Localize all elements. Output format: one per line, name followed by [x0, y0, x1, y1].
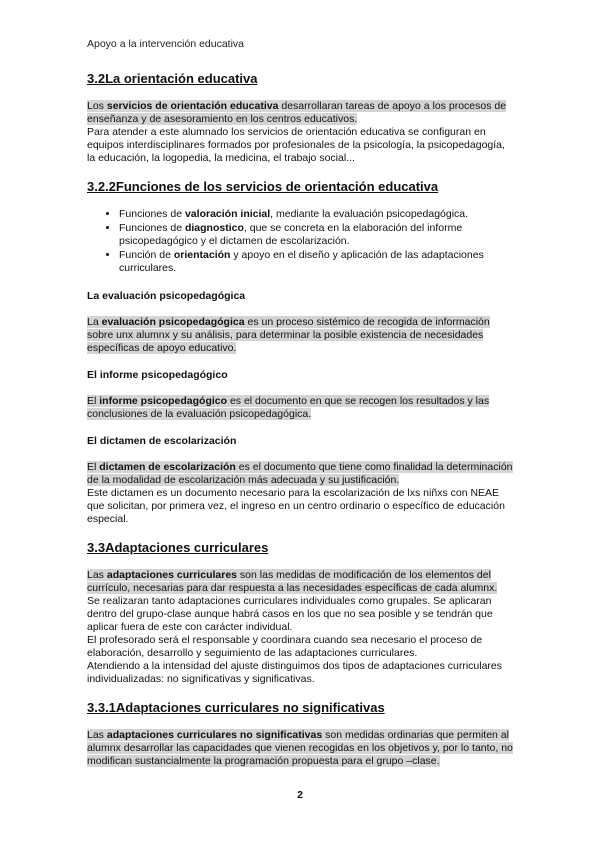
highlighted-text — [87, 461, 513, 486]
subheading-evaluation: La evaluación psicopedagógica — [87, 290, 246, 302]
highlighted-text — [87, 569, 497, 594]
text-run: Las — [87, 569, 107, 581]
functions-list — [87, 208, 515, 275]
subheading-dictamen: El dictamen de escolarización — [87, 435, 237, 447]
text-run: es el documento que tiene como finalidad la determinación de la modalidad de escolarización más adecuada y su justificación. — [87, 461, 513, 486]
text-run: Función de — [119, 249, 174, 261]
text-run: El — [87, 395, 100, 407]
paragraph-interdisciplinary: Para atender a este alumnado los servicios de orientación educativa se configuran en equipos interdisciplinares formados por profesionales de la psicología, la psicopedagogía, la educación, la logopedia, la medicina, el trabajo social... — [87, 126, 505, 164]
list-item — [119, 222, 515, 248]
bold-term: adaptaciones curriculares — [106, 569, 238, 581]
report-body — [87, 395, 515, 421]
list-item — [119, 208, 515, 221]
highlighted-text — [87, 395, 489, 420]
bold-term: evaluación psicopedagógica — [101, 316, 245, 328]
heading-3-2: 3.2La orientación educativa — [87, 71, 258, 86]
paragraph-orientation-services — [87, 100, 515, 126]
evaluation-body — [87, 316, 515, 355]
text-run: son las medidas de modificación de los elementos del currículo, necesarias para dar respuesta a las necesidades específicas de cada alumnx. — [87, 569, 498, 594]
highlighted-text — [87, 729, 513, 767]
text-run: Funciones de — [119, 208, 185, 220]
page-content — [87, 70, 515, 781]
bold-term: diagnostico — [184, 222, 244, 234]
paragraph-dictamen-definition — [87, 461, 515, 487]
subheading-report: El informe psicopedagógico — [87, 369, 228, 381]
heading-3-3: 3.3Adaptaciones curriculares — [87, 540, 269, 555]
bold-term: informe psicopedagógico — [99, 395, 228, 407]
text-run: , mediante la evaluación psicopedagógica. — [270, 208, 469, 220]
bold-term: servicios de orientación educativa — [106, 100, 279, 112]
text-run: es el documento en que se recogen los resultados y las conclusiones de la evaluación psicopedagógica. — [87, 395, 490, 420]
dictamen-body — [87, 461, 515, 526]
paragraph-report — [87, 395, 515, 421]
paragraph-non-significant — [87, 729, 515, 768]
highlighted-text — [87, 100, 506, 125]
bold-term: valoración inicial — [184, 208, 271, 220]
page-number: 2 — [297, 789, 303, 801]
paragraph-intensity: Atendiendo a la intensidad del ajuste distinguimos dos tipos de adaptaciones curriculares individualizadas: no significativas y significativas. — [87, 660, 503, 685]
bold-term: orientación — [173, 249, 231, 261]
running-header: Apoyo a la intervención educativa — [87, 38, 245, 50]
section-3-3-body — [87, 569, 515, 686]
paragraph-teachers-role: El profesorado será el responsable y coordinara cuando sea necesario el proceso de elaboración, desarrollo y seguimiento de las adaptaciones curriculares. — [87, 634, 483, 659]
text-run: Funciones de — [119, 222, 185, 234]
bold-term: dictamen de escolarización — [99, 461, 236, 473]
text-run: desarrollaran tareas de apoyo a los procesos de enseñanza y de asesoramiento en los centros educativos. — [87, 100, 507, 125]
section-3-2-body — [87, 100, 515, 165]
text-run: La — [87, 316, 102, 328]
text-run: son medidas ordinarias que permiten al alumnx desarrollar las capacidades que vienen recogidas en los objetivos y, por lo tanto, no modifican sustancialmente la programación propuesta para el grupo –clase. — [87, 729, 513, 767]
section-3-3-1-body — [87, 729, 515, 768]
paragraph-evaluation — [87, 316, 515, 355]
text-run: , que se concreta en la elaboración del informe psicopedagógico y el dictamen de escolarización. — [119, 222, 463, 247]
text-run: Los — [87, 100, 107, 112]
highlighted-text — [87, 316, 490, 354]
list-item — [119, 249, 515, 275]
bold-term: adaptaciones curriculares no significativas — [106, 729, 323, 741]
text-run: Las — [87, 729, 107, 741]
paragraph-dictamen-necessity: Este dictamen es un documento necesario para la escolarización de lxs niñxs con NEAE que solicitan, por primera vez, el ingreso en un centro ordinario o específico de educación especial. — [87, 487, 505, 525]
paragraph-adaptations-definition — [87, 569, 515, 595]
text-run: El — [87, 461, 100, 473]
heading-3-2-2: 3.2.2Funciones de los servicios de orientación educativa — [87, 179, 439, 194]
text-run: es un proceso sistémico de recogida de información sobre unx alumnx y su análisis, para determinar la posible existencia de necesidades específicas de apoyo educativo. — [87, 316, 490, 354]
paragraph-adaptations-types: Se realizaran tanto adaptaciones curriculares individuales como grupales. Se aplicaran dentro del grupo-clase aunque habrá casos en los que no sea posible y se tendrán que aplicar fuera de este con carácter individual. — [87, 595, 493, 633]
heading-3-3-1: 3.3.1Adaptaciones curriculares no significativas — [87, 700, 385, 715]
text-run: y apoyo en el diseño y aplicación de las adaptaciones curriculares. — [119, 249, 484, 274]
